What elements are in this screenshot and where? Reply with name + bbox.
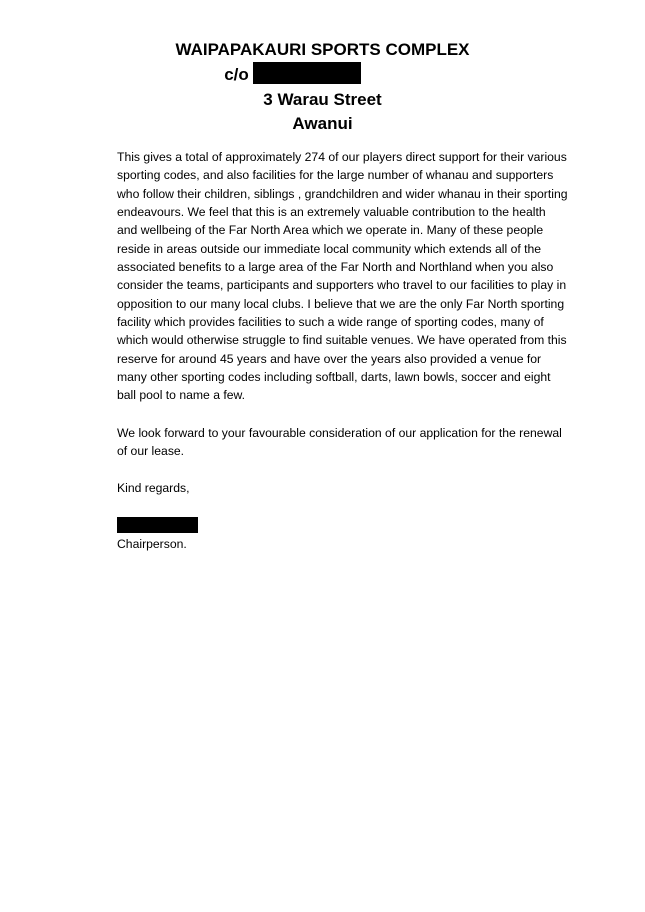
redacted-name-block — [253, 62, 361, 84]
town-name: Awanui — [292, 114, 353, 133]
street-address: 3 Warau Street — [263, 90, 382, 109]
signatory-title: Chairperson. — [117, 537, 187, 551]
redacted-signature-block — [117, 517, 198, 533]
body-paragraph-2: We look forward to your favourable consideration of our application for the renewal of our lease. — [117, 426, 562, 459]
care-of-group — [224, 62, 361, 87]
care-of-label: c/o — [224, 65, 249, 84]
care-of-line — [0, 62, 645, 87]
closing-line: Kind regards, — [117, 481, 190, 495]
body-paragraph-1: This gives a total of approximately 274 of our players direct support for their various sporting codes, and also facilities for the large number of whanau and supporters who follow their children, siblings , grandchildren and wider whanau in their sporting endeavours. We feel that this is an extremely valuable contribution to the health and wellbeing of the Far North Area which we operate in. Many of these people reside in areas outside our immediate local community which extends all of the associated benefits to a large area of the Far North and Northland when you also consider the teams, participants and supporters who travel to our facilities to play in opposition to our many local clubs. I believe that we are the only Far North sporting facility which provides facilities to such a wide range of sporting codes, many of which would otherwise struggle to find suitable venues. We have operated from this reserve for around 45 years and have over the years also provided a venue for many other sporting codes including softball, darts, lawn bowls, soccer and eight ball pool to name a few. — [117, 150, 568, 403]
organisation-name: WAIPAPAKAURI SPORTS COMPLEX — [175, 40, 470, 59]
